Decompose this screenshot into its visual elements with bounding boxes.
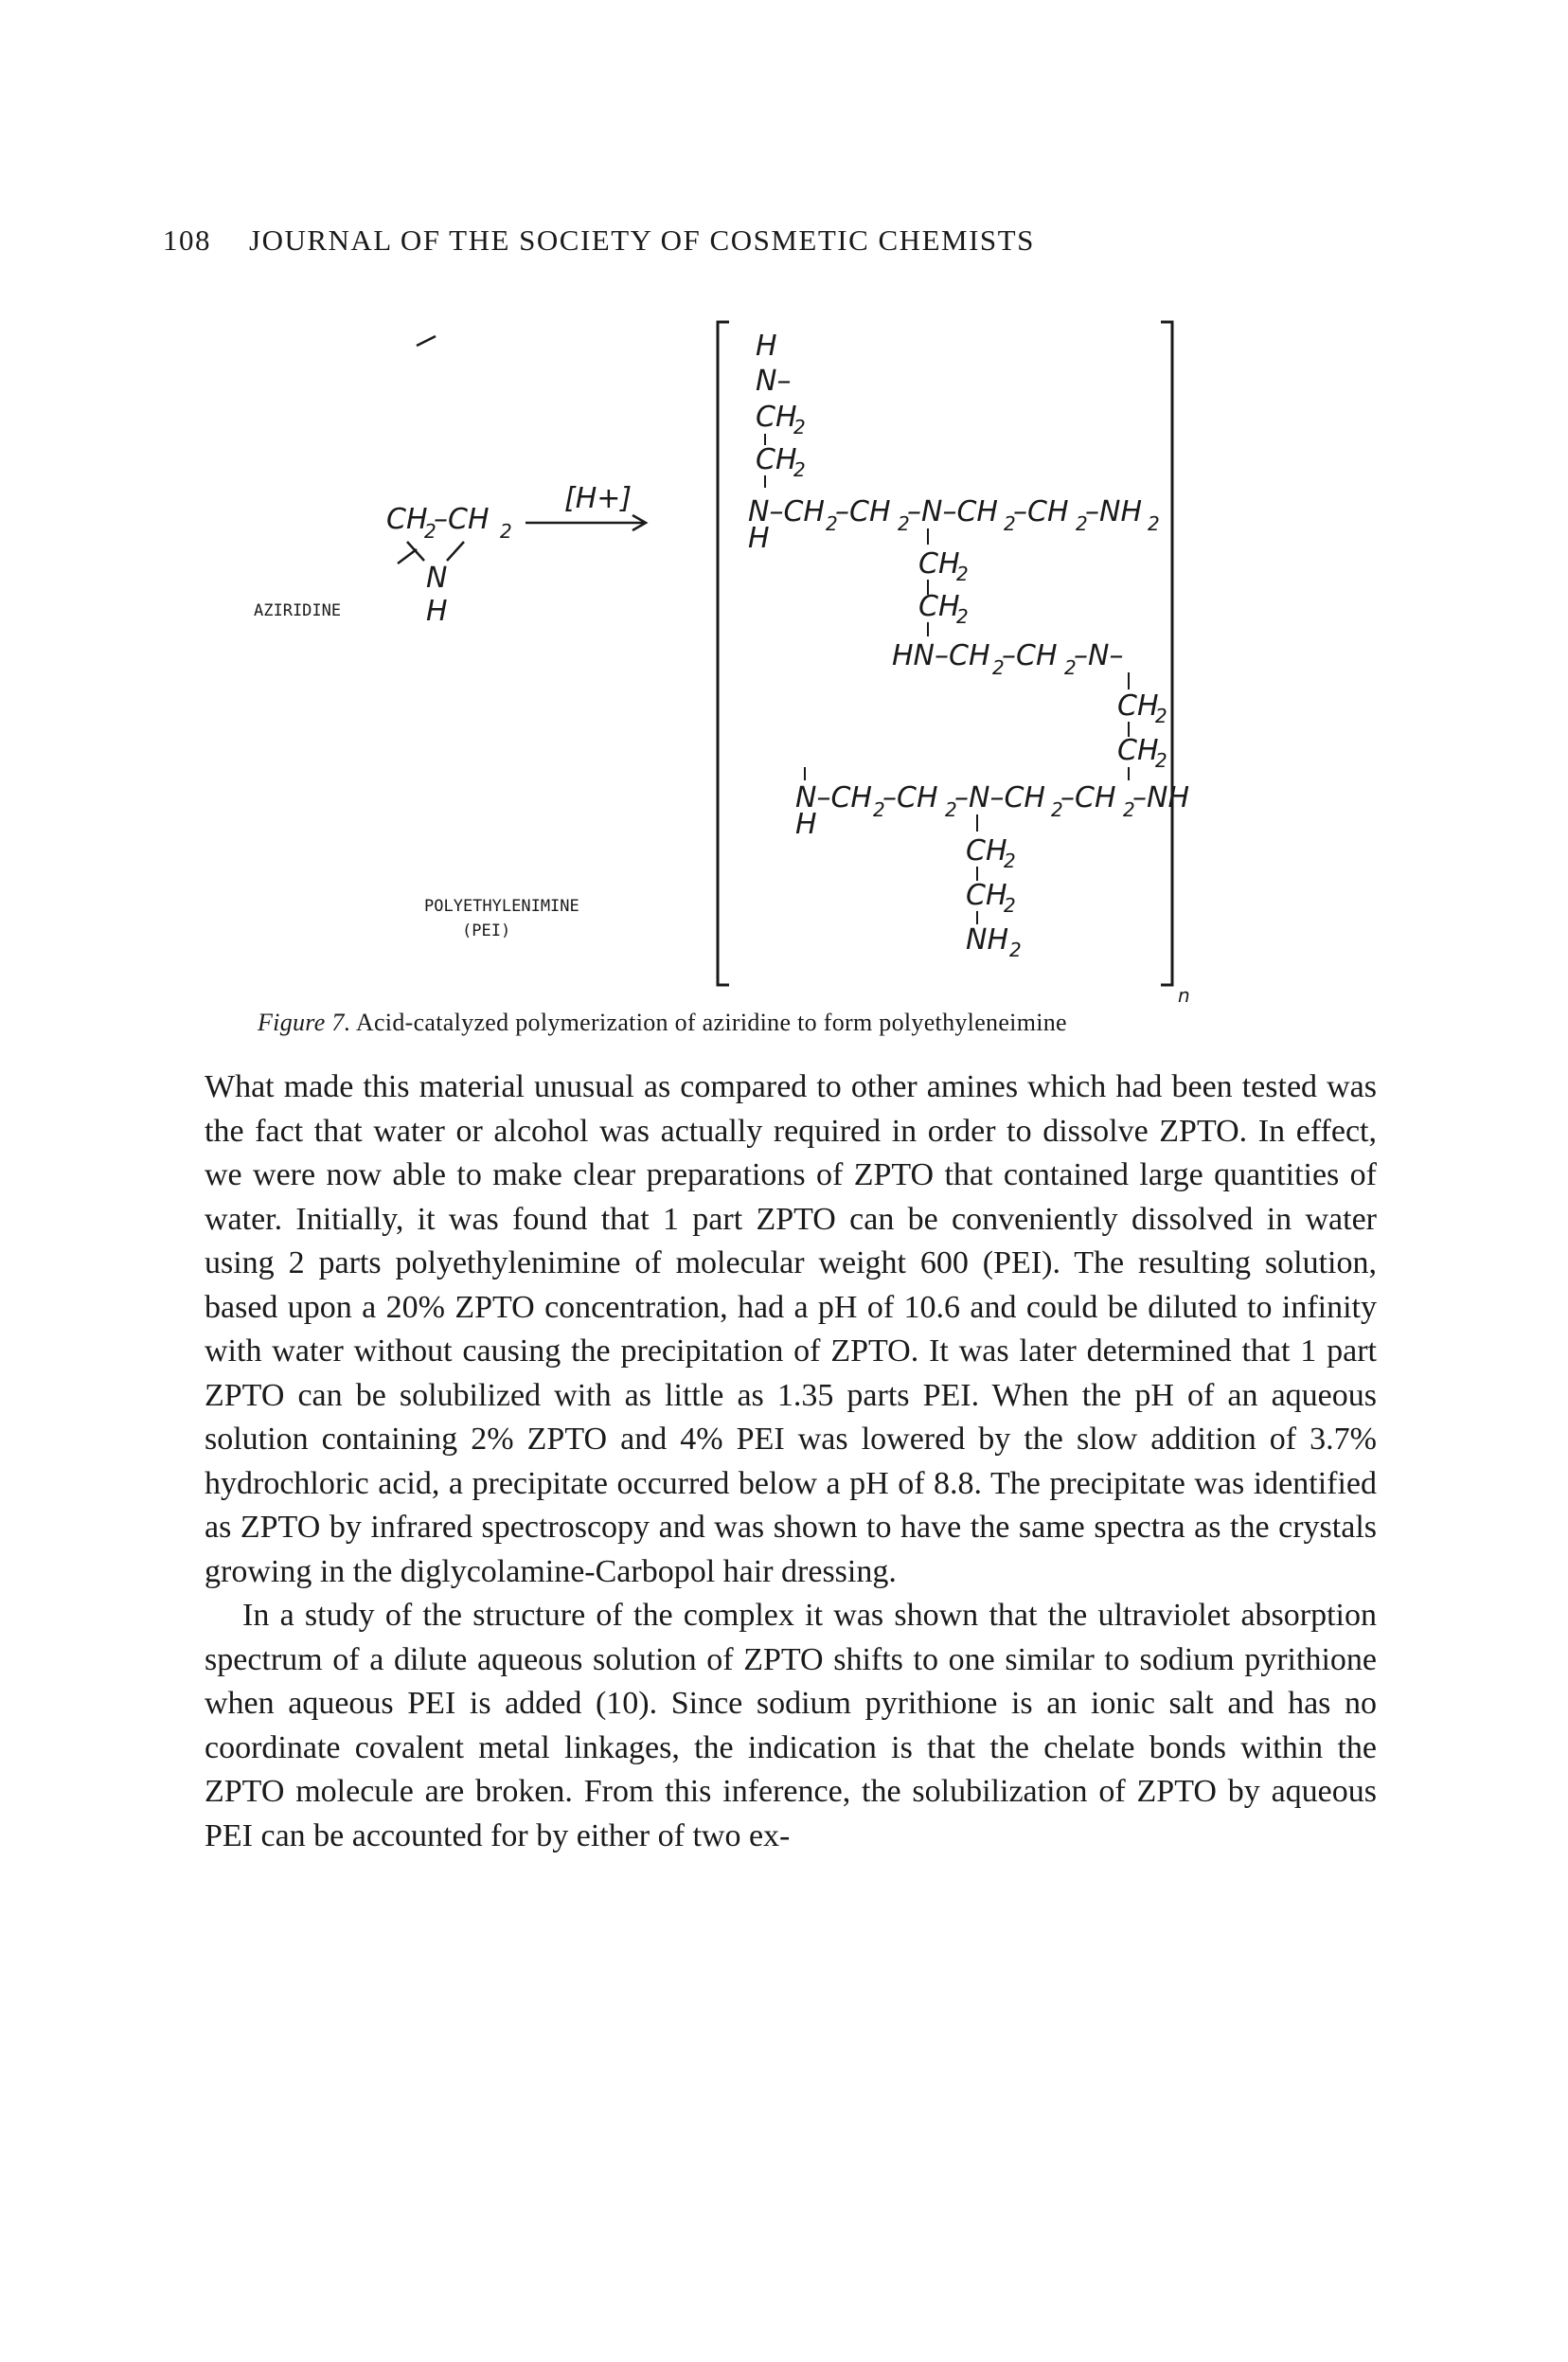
- svg-text:2: 2: [1051, 798, 1063, 821]
- svg-text:–CH: –CH: [1002, 639, 1058, 672]
- body-text: [205, 1065, 1377, 1858]
- figure-caption-text: Acid-catalyzed polymerization of aziridine to form polyethyleneimine: [355, 1009, 1067, 1036]
- svg-text:–N–CH: –N–CH: [954, 781, 1045, 814]
- figure-caption: [258, 1009, 1067, 1037]
- svg-text:NH: NH: [966, 923, 1008, 957]
- svg-text:2: 2: [826, 512, 838, 535]
- svg-text:N–: N–: [756, 365, 792, 398]
- catalyst-arrow: [526, 482, 646, 530]
- svg-text:–CH: –CH: [882, 781, 938, 814]
- svg-text:N–CH: N–CH: [748, 495, 825, 528]
- svg-text:2: 2: [424, 520, 437, 543]
- svg-text:2: 2: [1004, 850, 1016, 872]
- svg-text:–CH: –CH: [434, 503, 490, 536]
- svg-text:2: 2: [793, 458, 806, 481]
- catalyst-label: [H+]: [564, 482, 633, 515]
- page-number: 108: [163, 224, 211, 257]
- pei-label-line2: (PEI): [462, 922, 511, 940]
- svg-text:H: H: [756, 330, 777, 363]
- figure-label: Figure 7.: [258, 1009, 351, 1036]
- svg-text:–CH: –CH: [835, 495, 891, 528]
- svg-text:2: 2: [1076, 512, 1088, 535]
- svg-text:2: 2: [873, 798, 885, 821]
- svg-text:CH: CH: [1117, 734, 1159, 767]
- svg-text:2: 2: [1148, 512, 1160, 535]
- journal-title: JOURNAL OF THE SOCIETY OF COSMETIC CHEMISTS: [249, 224, 1035, 257]
- svg-text:2: 2: [1004, 894, 1016, 917]
- svg-text:2: 2: [1009, 939, 1022, 961]
- svg-text:N: N: [426, 562, 448, 595]
- svg-text:N–CH: N–CH: [795, 781, 872, 814]
- svg-text:–NH: –NH: [1132, 781, 1189, 814]
- svg-text:CH: CH: [386, 503, 428, 536]
- aziridine-label: AZIRIDINE: [254, 601, 342, 620]
- svg-text:2: 2: [1064, 656, 1077, 679]
- pei-structure: [748, 330, 1189, 961]
- svg-text:2: 2: [956, 563, 969, 585]
- pei-label-line1: POLYETHYLENIMINE: [424, 897, 579, 916]
- svg-text:2: 2: [1155, 705, 1167, 727]
- svg-text:H: H: [795, 808, 817, 841]
- svg-text:–CH: –CH: [1013, 495, 1069, 528]
- paragraph: What made this material unusual as compared to other amines which had been tested was the fact that water or alcohol was actually required in order to dissolve ZPTO. In effect, we were now able to make clear preparations of ZPTO that contained large quantities of water. Initially, it was found that 1 part ZPTO can be conveniently dissolved in water using 2 parts polyethylenimine of molecular weight 600 (PEI). The resulting solution, based upon a 20% ZPTO concentration, had a pH of 10.6 and could be diluted to infinity with water without causing the precipitation of ZPTO. It was later determined that 1 part ZPTO can be solubilized with as little as 1.35 parts PEI. When the pH of an aqueous solution containing 2% ZPTO and 4% PEI was lowered by the slow addition of 3.7% hydrochloric acid, a precipitate occurred below a pH of 8.8. The precipitate was identified as ZPTO by infrared spectroscopy and was shown to have the same spectra as the crystals growing in the diglycolamine-Carbopol hair dressing.: [205, 1069, 1377, 1589]
- svg-text:–N–: –N–: [1074, 639, 1124, 672]
- svg-text:2: 2: [793, 416, 806, 438]
- svg-text:2: 2: [1004, 512, 1016, 535]
- svg-text:CH: CH: [756, 401, 797, 434]
- svg-text:–N–CH: –N–CH: [907, 495, 998, 528]
- svg-text:CH: CH: [918, 547, 960, 581]
- repeat-subscript: n: [1178, 984, 1190, 1007]
- svg-text:CH: CH: [966, 834, 1007, 868]
- svg-text:CH: CH: [1117, 689, 1159, 723]
- svg-text:2: 2: [1155, 749, 1167, 772]
- svg-text:H: H: [748, 522, 770, 555]
- svg-text:2: 2: [1123, 798, 1135, 821]
- svg-text:–NH: –NH: [1085, 495, 1142, 528]
- svg-text:2: 2: [500, 520, 512, 543]
- svg-text:H: H: [426, 595, 448, 628]
- svg-text:2: 2: [956, 605, 969, 628]
- svg-text:–CH: –CH: [1060, 781, 1116, 814]
- svg-text:2: 2: [898, 512, 910, 535]
- svg-text:2: 2: [945, 798, 957, 821]
- svg-text:CH: CH: [918, 590, 960, 623]
- svg-text:CH: CH: [756, 443, 797, 476]
- running-header: [163, 224, 1035, 258]
- paragraph: In a study of the structure of the complex it was shown that the ultraviolet absorption spectrum of a dilute aqueous solution of ZPTO shifts to one similar to sodium pyrithione when aqueous PEI is added (10). Since sodium pyrithione is an ionic salt and has no coordinate covalent metal linkages, the indication is that the chelate bonds within the ZPTO molecule are broken. From this inference, the solubilization of ZPTO by aqueous PEI can be accounted for by either of two ex-: [205, 1598, 1377, 1853]
- svg-text:2: 2: [992, 656, 1005, 679]
- svg-text:CH: CH: [966, 879, 1007, 912]
- svg-text:HN–CH: HN–CH: [892, 639, 990, 672]
- figure-7-reaction-scheme: [0, 313, 1568, 1032]
- aziridine-ring: [386, 503, 512, 628]
